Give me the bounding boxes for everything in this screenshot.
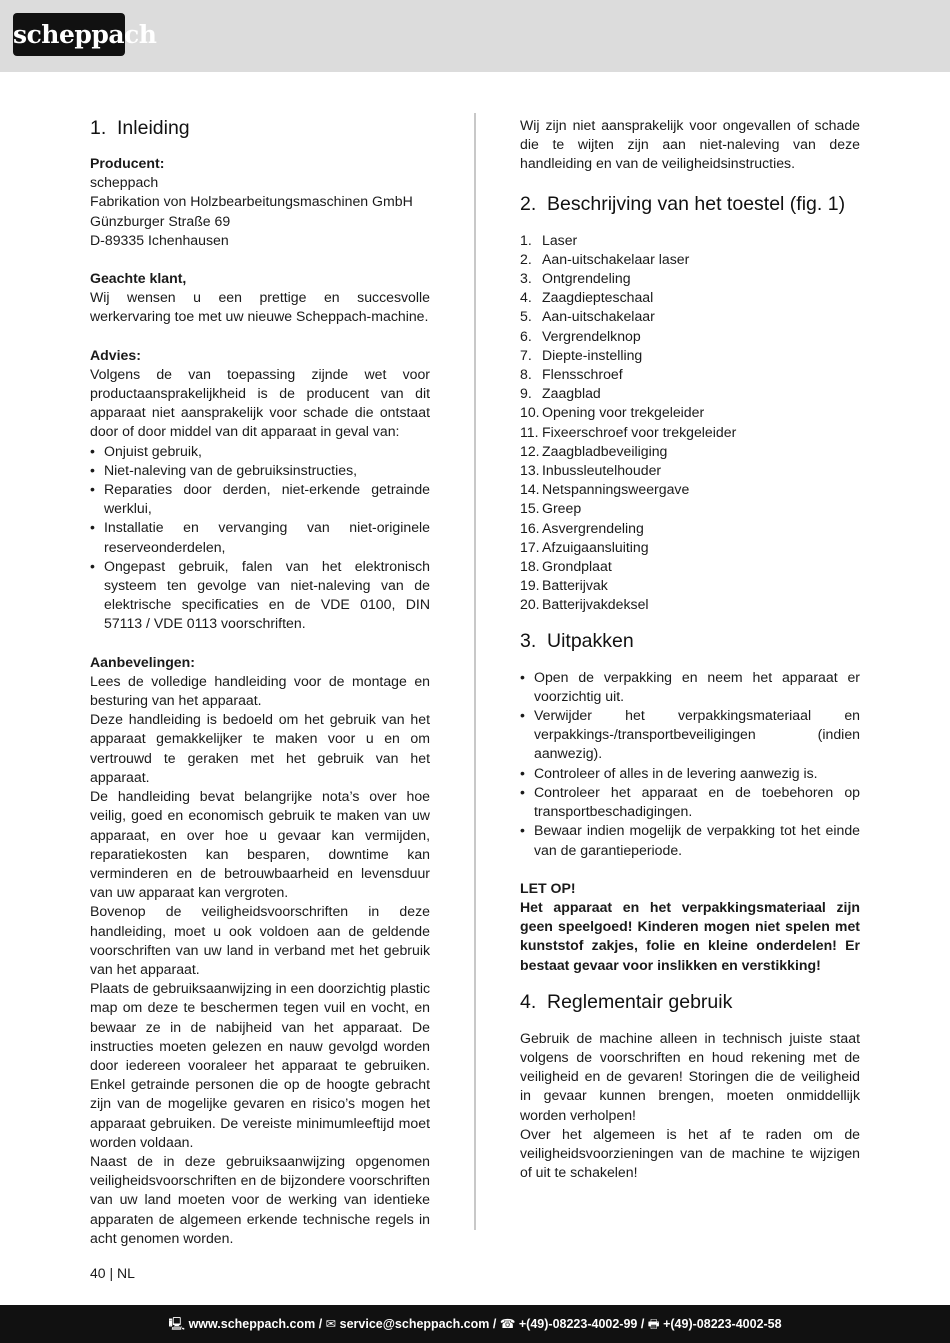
- recommend-paragraph: De handleiding bevat belangrijke nota’s over hoe veilig, goed en economisch gebruik te maken van uw apparaat, en over hoe u gevaar kan vermijden, reparatiekosten kan besparen, downtime kan verminderen en de betrouwbaarheid en levensduur van uw apparaat kan vergroten.: [90, 788, 430, 901]
- list-item: 17. Afzuigaansluiting: [520, 538, 649, 555]
- recommend-paragraph: Lees de volledige handleiding voor de montage en besturing van het apparaat.: [90, 672, 430, 709]
- use-paragraph: Gebruik de machine alleen in technisch juiste staat volgens de voorschriften en houd rekening met de veiligheid en de gevaren! Storingen die de veiligheid in gevaar kunnen brengen, moeten onmiddellijk worden verholpen!: [520, 1029, 860, 1123]
- section-1-heading: 1. Inleiding: [90, 117, 190, 139]
- right-column: [520, 116, 860, 1182]
- section-4-heading: 4. Reglementair gebruik: [520, 990, 733, 1013]
- list-item: 7. Diepte-instelling: [520, 346, 643, 363]
- list-item: • Ongepast gebruik, falen van het elektronisch systeem ten gevolge van niet-naleving van de elektrische specificaties en de VDE 0100, DIN 57113 / VDE 0113 voorschriften.: [90, 557, 430, 634]
- list-item: 3. Ontgrendeling: [520, 270, 631, 287]
- list-item: • Verwijder het verpakkingsmateriaal en verpakkings-/transportbeveiligingen (indien aanwezig).: [520, 706, 860, 764]
- email-link[interactable]: service@scheppach.com: [339, 1317, 490, 1331]
- list-item: • Installatie en vervanging van niet-originele reserveonderdelen,: [90, 518, 430, 556]
- list-item: • Controleer of alles in de levering aanwezig is.: [520, 764, 860, 783]
- recommend-paragraph: Plaats de gebruiksaanwijzing in een doorzichtig plastic map om deze te beschermen tegen vuil en vocht, en bewaar ze in de nabijheid van het apparaat. De instructies moeten gelezen en nauw gevolgd worden door iedereen vooraleer het apparaat te gebruiken. Enkel getrainde personen die op de hoogte gebracht zijn van de mogelijke gevaren en risico’s mogen het apparaat gebruiken. De vereiste minimumleeftijd moet worden voldaan.: [90, 980, 431, 1150]
- advice-list: [90, 442, 430, 634]
- phone-icon: ☎: [499, 1317, 516, 1331]
- customer-text: Wij wensen u een prettige en succesvolle werkervaring toe met uw nieuwe Scheppach-machine.: [90, 289, 430, 325]
- list-item: 13. Inbussleutelhouder: [520, 462, 662, 479]
- recommend-paragraph: Naast de in deze gebruiksaanwijzing opgenomen veiligheidsvoorschriften en de bijzondere voorschriften van uw land moeten voor de werking van identieke apparaten de algemeen erkende technische regels in acht genomen worden.: [90, 1152, 430, 1246]
- list-item: 20. Batterijvakdeksel: [520, 596, 649, 613]
- list-item: 15. Greep: [520, 500, 582, 517]
- list-item: • Bewaar indien mogelijk de verpakking tot het einde van de garantieperiode.: [520, 821, 860, 859]
- section-2-heading: 2. Beschrijving van het toestel (fig. 1): [520, 192, 846, 215]
- website-link[interactable]: www.scheppach.com: [188, 1317, 316, 1331]
- scheppach-logo: scheppach: [13, 13, 125, 56]
- section-3-heading: 3. Uitpakken: [520, 629, 634, 652]
- producer-line: Günzburger Straße 69: [90, 212, 231, 229]
- producer-line: Fabrikation von Holzbearbeitungsmaschinen GmbH: [90, 193, 413, 210]
- mail-icon: ✉: [325, 1317, 337, 1331]
- fax-number: +(49)-08223-4002-58: [663, 1317, 782, 1331]
- page-number: 40 | NL: [90, 1265, 135, 1281]
- list-item: 19. Batterijvak: [520, 577, 608, 594]
- list-item: • Reparaties door derden, niet-erkende getrainde werklui,: [90, 480, 430, 518]
- advice-label: Advies:: [90, 346, 141, 363]
- recommend-paragraph: Deze handleiding is bedoeld om het gebruik van het apparaat gemakkelijker te maken voor u en om vertrouwd te geraken met het gebruik van het apparaat.: [90, 711, 430, 785]
- producer-line: D-89335 Ichenhausen: [90, 231, 229, 248]
- recommend-paragraph: Bovenop de veiligheidsvoorschriften in deze handleiding, moet u ook voldoen aan de geldende voorschriften van uw land in verband met het gebruik van het apparaat.: [90, 903, 430, 977]
- list-item: 5. Aan-uitschakelaar: [520, 308, 655, 325]
- left-column: [90, 116, 430, 1248]
- list-item: 2. Aan-uitschakelaar laser: [520, 250, 690, 267]
- list-item: • Onjuist gebruik,: [90, 442, 430, 461]
- list-item: • Niet-naleving van de gebruiksinstructies,: [90, 461, 430, 480]
- list-item: 4. Zaagdiepteschaal: [520, 289, 654, 306]
- list-item: 14. Netspanningsweergave: [520, 481, 690, 498]
- unpack-list: [520, 668, 860, 860]
- producer-label: Producent:: [90, 155, 165, 171]
- list-item: 16. Asvergrendeling: [520, 519, 644, 536]
- customer-label: Geachte klant,: [90, 270, 187, 287]
- advice-text: Volgens de van toepassing zijnde wet voor productaansprakelijkheid is de producent van dit apparaat niet aansprakelijk voor schade die ontstaat door of door middel van dit apparaat in geval van:: [90, 365, 430, 440]
- list-item: 8. Flensschroef: [520, 366, 623, 383]
- list-item: 6. Vergrendelknop: [520, 327, 641, 344]
- producer-address: [90, 173, 430, 250]
- fax-icon: 🖶: [647, 1317, 660, 1331]
- list-item: 18. Grondplaat: [520, 558, 612, 575]
- use-paragraph: Over het algemeen is het af te raden om de veiligheidsvoorzieningen van de machine te wijzigen of uit te schakelen!: [520, 1125, 860, 1181]
- list-item: • Open de verpakking en neem het apparaat er voorzichtig uit.: [520, 668, 860, 706]
- list-item: 12. Zaagbladbeveiliging: [520, 442, 668, 459]
- producer-line: scheppach: [90, 174, 159, 191]
- liability-text: Wij zijn niet aansprakelijk voor ongevallen of schade die te wijten zijn aan niet-naleving van deze handleiding en van de veiligheidsinstructies.: [520, 117, 860, 172]
- list-item: 11. Fixeerschroef voor trekgeleider: [520, 423, 737, 440]
- parts-list: [520, 231, 860, 615]
- computer-icon: 🖳: [168, 1317, 186, 1331]
- list-item: • Controleer het apparaat en de toebehoren op transportbeschadigingen.: [520, 783, 860, 821]
- warning-label: LET OP!: [520, 879, 576, 896]
- recommend-label: Aanbevelingen:: [90, 653, 195, 670]
- footer-contact-bar: 🖳 www.scheppach.com / ✉ service@scheppach.com / ☎ +(49)-08223-4002-99 / 🖶 +(49)-08223-4002-58: [0, 1305, 950, 1343]
- list-item: 9. Zaagblad: [520, 385, 601, 402]
- list-item: 10. Opening voor trekgeleider: [520, 404, 705, 421]
- list-item: 1. Laser: [520, 231, 578, 248]
- phone-number: +(49)-08223-4002-99: [518, 1317, 638, 1331]
- column-divider: [474, 113, 476, 1230]
- warning-text: Het apparaat en het verpakkingsmateriaal zijn geen speelgoed! Kinderen mogen niet spelen met kunststof zakjes, folie en kleine onderdelen! Er bestaat gevaar voor inslikken en verstikking!: [520, 898, 860, 973]
- page-header: [0, 0, 950, 72]
